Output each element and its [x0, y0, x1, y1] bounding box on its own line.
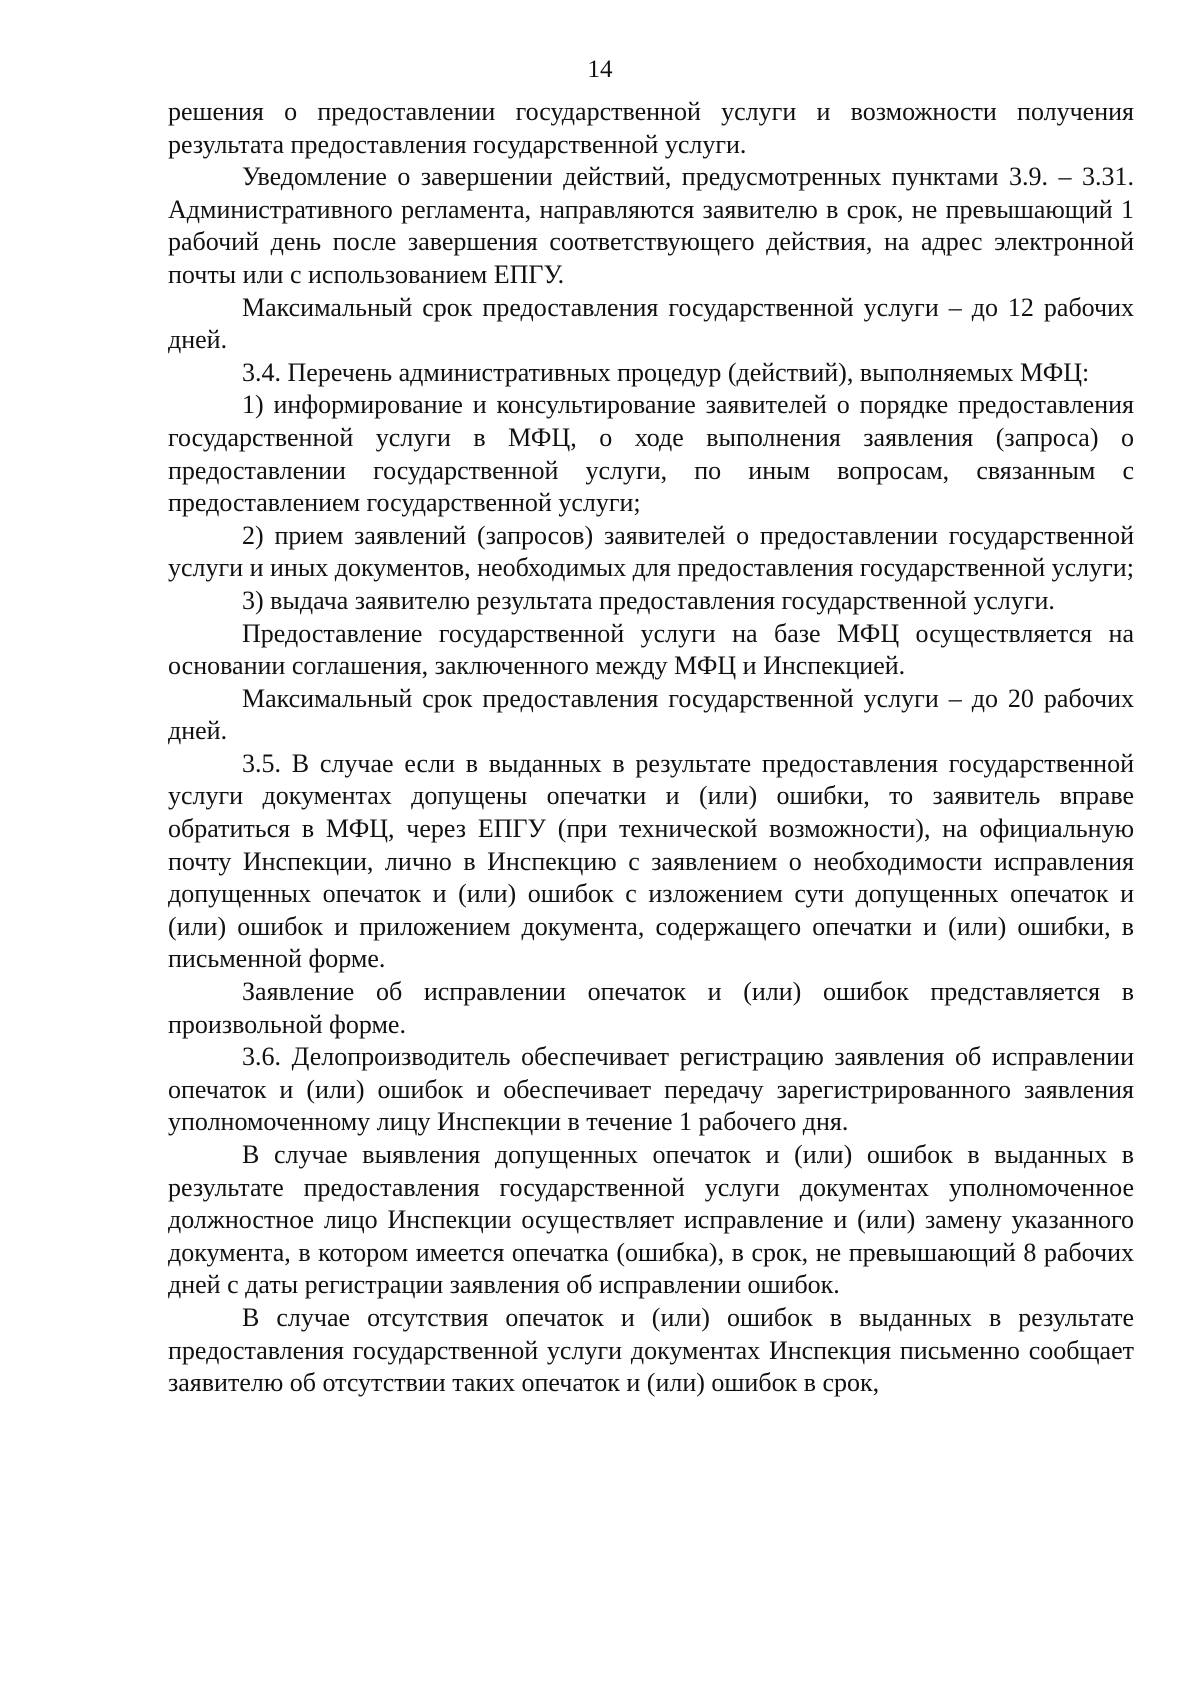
paragraph-errors-found: В случае выявления допущенных опечаток и (или) ошибок в выданных в результате предоставления государственной услуги документах уполномоченное должностное лицо Инспекции осуществляет исправление и (или) замену указанного документа, в котором имеется опечатка (ошибка), в срок, не превышающий 8 рабочих дней с даты регистрации заявления об исправлении ошибок.	[168, 1140, 1134, 1300]
paragraph-mfc-basis: Предоставление государственной услуги на базе МФЦ осуществляется на основании соглашения, заключенного между МФЦ и Инспекцией.	[168, 618, 1134, 681]
paragraph-3-4: 3.4. Перечень административных процедур (действий), выполняемых МФЦ:	[242, 357, 1090, 387]
list-item-1: 1) информирование и консультирование заявителей о порядке предоставления государственной услуги в МФЦ, о ходе выполнения заявления (запроса) о предоставлении государственной услуги, по иным вопросам, связанным с предоставлением государственной услуги;	[168, 390, 1134, 518]
document-body	[168, 96, 1134, 1400]
list-item-3: 3) выдача заявителю результата предоставления государственной услуги.	[242, 585, 1055, 615]
paragraph-3-6: 3.6. Делопроизводитель обеспечивает регистрацию заявления об исправлении опечаток и (или) ошибок и обеспечивает передачу зарегистрированного заявления уполномоченному лицу Инспекции в течение 1 рабочего дня.	[168, 1042, 1134, 1137]
paragraph-continuation: решения о предоставлении государственной услуги и возможности получения результата предоставления государственной услуги.	[168, 97, 1134, 159]
paragraph-max-term-20: Максимальный срок предоставления государственной услуги – до 20 рабочих дней.	[168, 683, 1134, 746]
paragraph-no-errors: В случае отсутствия опечаток и (или) ошибок в выданных в результате предоставления государственной услуги документах Инспекция письменно сообщает заявителю об отсутствии таких опечаток и (или) ошибок в срок,	[168, 1302, 1134, 1398]
list-item-2: 2) прием заявлений (запросов) заявителей о предоставлении государственной услуги и иных документов, необходимых для предоставления государственной услуги;	[168, 520, 1134, 583]
paragraph-3-5: 3.5. В случае если в выданных в результате предоставления государственной услуги документах допущены опечатки и (или) ошибки, то заявитель вправе обратиться в МФЦ, через ЕПГУ (при технической возможности), на официальную почту Инспекции, лично в Инспекцию с заявлением о необходимости исправления допущенных опечаток и (или) ошибок с изложением сути допущенных опечаток и (или) ошибок и приложением документа, содержащего опечатки и (или) ошибки, в письменной форме.	[168, 748, 1134, 974]
paragraph-max-term-12: Максимальный срок предоставления государственной услуги – до 12 рабочих дней.	[168, 292, 1134, 355]
paragraph-free-form: Заявление об исправлении опечаток и (или) ошибок представляется в произвольной форме.	[168, 977, 1134, 1039]
page-number: 14	[587, 56, 613, 83]
paragraph-notification: Уведомление о завершении действий, предусмотренных пунктами 3.9. – 3.31. Административного регламента, направляются заявителю в срок, не превышающий 1 рабочий день после завершения соответствующего действия, на адрес электронной почты или с использованием ЕПГУ.	[168, 162, 1134, 289]
